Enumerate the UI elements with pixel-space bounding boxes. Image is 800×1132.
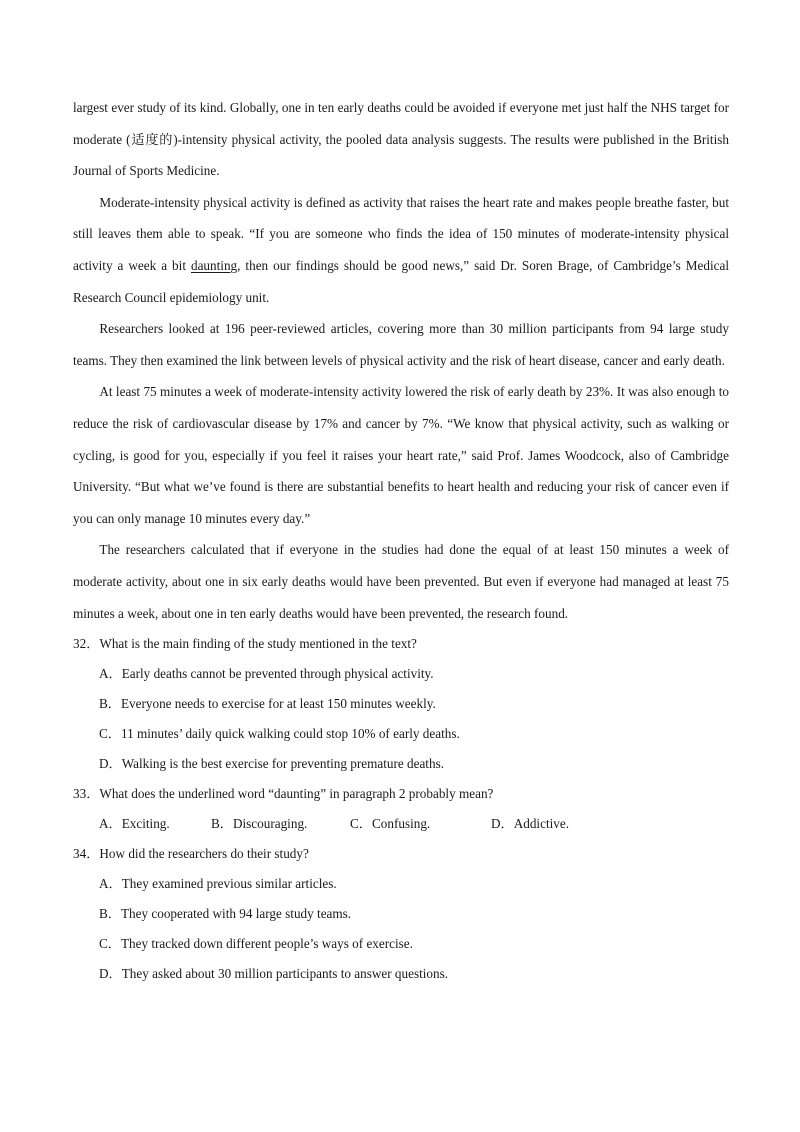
option-a[interactable]: A．They examined previous similar articles. [99,876,337,892]
question-stem: 33．What does the underlined word “daunting” in paragraph 2 probably mean? [73,786,494,802]
paragraph-2-text-after: , then our findings should be good news,” said Dr. Soren Brage, of Cambridge’s Medical Research Council epidemiology unit. [73,257,729,305]
passage-paragraph-3: Researchers looked at 196 peer-reviewed articles, covering more than 30 million participants from 94 large study teams. They then examined the link between levels of physical activity and the risk of heart disease, cancer and early death. [73,321,729,368]
exam-page [73,92,729,989]
option-b[interactable]: B．Everyone needs to exercise for at least 150 minutes weekly. [99,696,436,712]
reading-passage [73,92,729,629]
question-list [73,629,729,989]
passage-paragraph-1: largest ever study of its kind. Globally, one in ten early deaths could be avoided if everyone met just half the NHS target for moderate (适度的)-intensity physical activity, the pooled data analysis suggests. The results were published in the British Journal of Sports Medicine. [73,100,729,179]
option-c[interactable]: C．They tracked down different people’s ways of exercise. [99,936,413,952]
question-stem: 34．How did the researchers do their study? [73,846,309,862]
passage-paragraph-5: The researchers calculated that if everyone in the studies had done the equal of at least 150 minutes a week of moderate activity, about one in six early deaths would have been prevented. But even if everyone had managed at least 75 minutes a week, about one in ten early deaths would have been prevented, the research found. [73,542,729,621]
option-row [73,809,729,839]
option-b[interactable]: B．Discouraging. [211,816,308,832]
option-d[interactable]: D．They asked about 30 million participants to answer questions. [99,966,449,982]
question-34 [73,839,729,989]
question-32 [73,629,729,779]
passage-paragraph-2 [73,187,729,313]
question-stem: 32．What is the main finding of the study mentioned in the text? [73,636,417,652]
option-d[interactable]: D．Addictive. [491,816,570,832]
paragraph-2-text-before: Moderate-intensity physical activity is defined as activity that raises the heart rate and makes people breathe faster, but still leaves them able to speak. “If you are someone who finds the idea of 150 minutes of moderate-intensity physical activity a week a bit [73,194,729,273]
option-a[interactable]: A．Early deaths cannot be prevented through physical activity. [99,666,434,682]
option-c[interactable]: C．11 minutes’ daily quick walking could stop 10% of early deaths. [99,726,460,742]
option-c[interactable]: C．Confusing. [350,816,431,832]
underlined-word-daunting: daunting [190,257,238,273]
option-a[interactable]: A．Exciting. [99,816,170,832]
option-d[interactable]: D．Walking is the best exercise for preventing premature deaths. [99,756,444,772]
passage-paragraph-4: At least 75 minutes a week of moderate-intensity activity lowered the risk of early death by 23%. It was also enough to reduce the risk of cardiovascular disease by 17% and cancer by 7%. “We know that physical activity, such as walking or cycling, is good for you, especially if you feel it raises your heart rate,” said Prof. James Woodcock, also of Cambridge University. “But what we’ve found is there are substantial benefits to heart health and reducing your risk of cancer even if you can only manage 10 minutes every day.” [73,384,729,526]
question-33 [73,779,729,839]
option-b[interactable]: B．They cooperated with 94 large study teams. [99,906,352,922]
